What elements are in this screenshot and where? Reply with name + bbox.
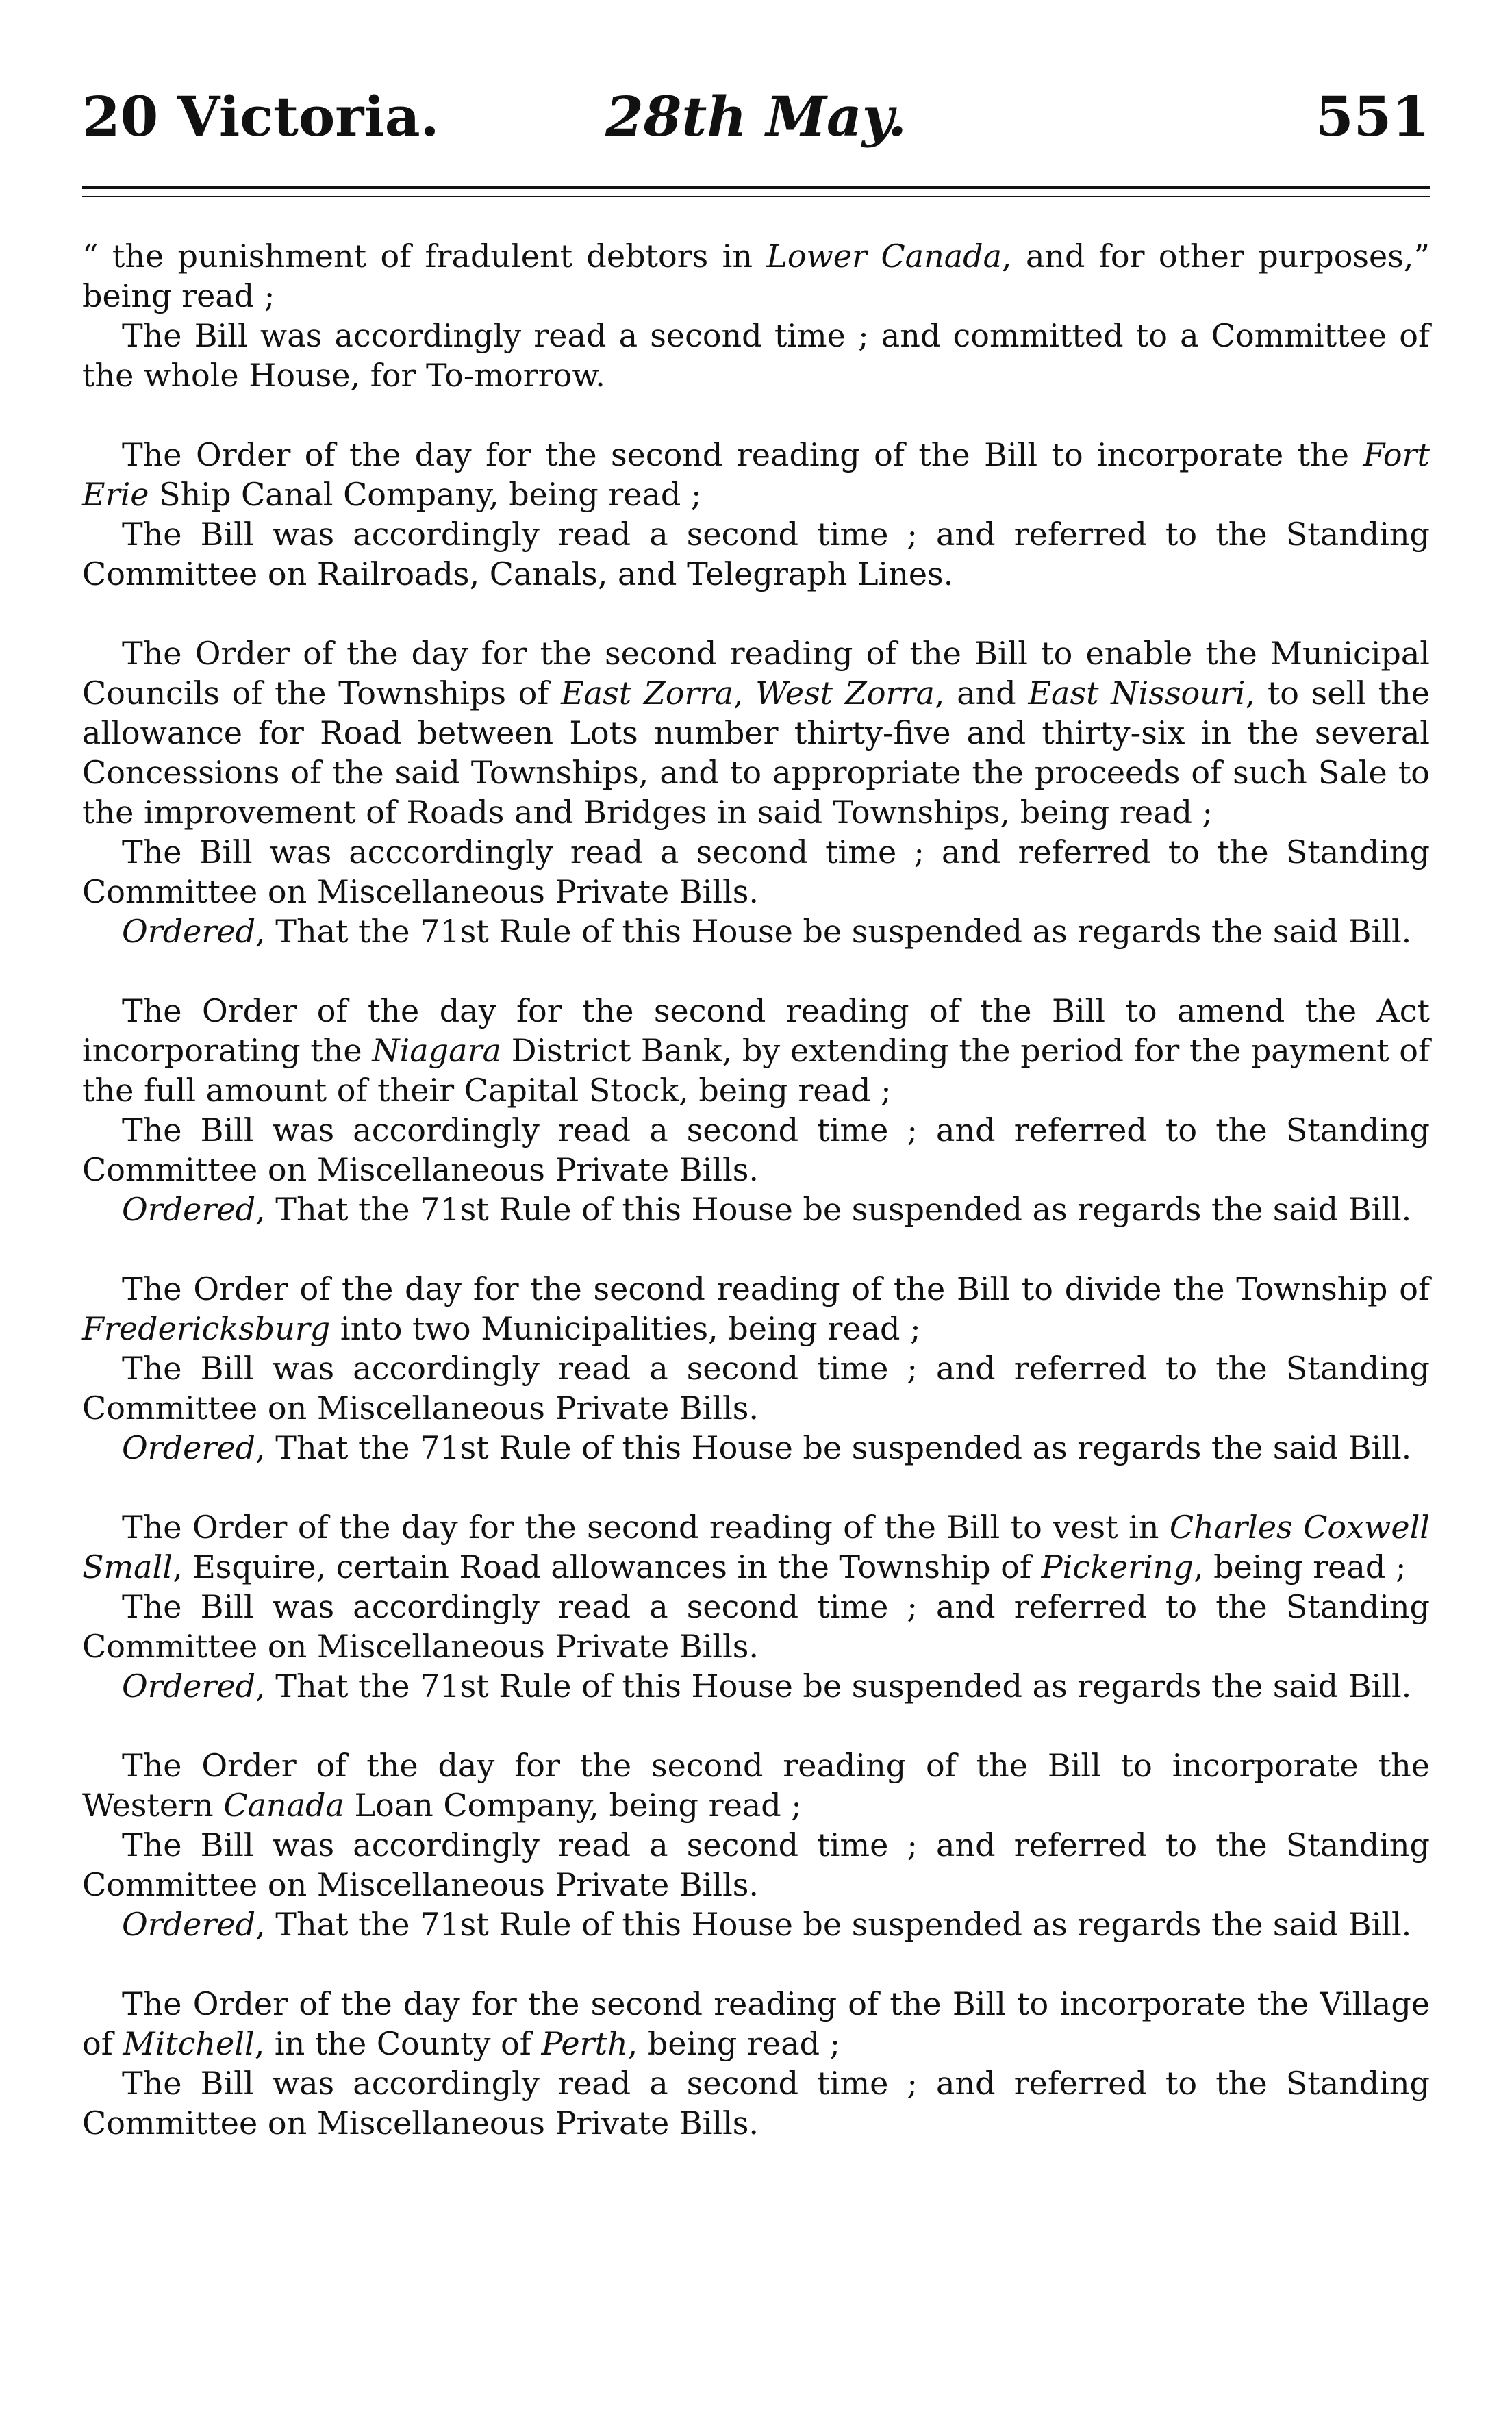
entry-5 (82, 1269, 1430, 1468)
entry-4 (82, 991, 1430, 1229)
entry-3 (82, 633, 1430, 951)
entry-paragraph: The Order of the day for the second reading of the Bill to incorporate the Western Canada Loan Company, being read ; (82, 1747, 1430, 1824)
entry-paragraph: “ the punishment of fradulent debtors in Lower Canada, and for other purposes,” being read ; (82, 238, 1430, 314)
running-header (82, 75, 1430, 158)
entry-ordered: Ordered, That the 71st Rule of this House be suspended as regards the said Bill. (122, 1906, 1412, 1943)
entry-7 (82, 1746, 1430, 1944)
entry-paragraph: The Order of the day for the second reading of the Bill to divide the Township of Fredericksburg into two Municipalities, being read ; (82, 1270, 1430, 1347)
entry-2 (82, 435, 1430, 594)
entry-1 (82, 236, 1430, 395)
entry-paragraph: The Bill was accordingly read a second time ; and referred to the Standing Committee on Miscellaneous Private Bills. (82, 2065, 1430, 2141)
entry-paragraph: The Order of the day for the second reading of the Bill to incorporate the Fort Erie Ship Canal Company, being read ; (82, 436, 1430, 513)
entry-paragraph: The Order of the day for the second reading of the Bill to vest in Charles Coxwell Small, Esquire, certain Road allowances in the Township of Pickering, being read ; (82, 1509, 1430, 1585)
entry-paragraph: The Bill was accordingly read a second time ; and referred to the Standing Committee on Miscellaneous Private Bills. (82, 1350, 1430, 1427)
entry-paragraph: The Bill was accordingly read a second time ; and referred to the Standing Committee on Miscellaneous Private Bills. (82, 1826, 1430, 1903)
entry-paragraph: The Bill was accordingly read a second time ; and committed to a Committee of the whole House, for To-morrow. (82, 317, 1430, 394)
header-rule-thick (82, 186, 1430, 189)
entry-paragraph: The Bill was accordingly read a second time ; and referred to the Standing Committee on Miscellaneous Private Bills. (82, 1111, 1430, 1188)
entry-6 (82, 1507, 1430, 1706)
entry-ordered: Ordered, That the 71st Rule of this House be suspended as regards the said Bill. (122, 1191, 1412, 1228)
entry-paragraph: The Bill was accordingly read a second time ; and referred to the Standing Committee on Miscellaneous Private Bills. (82, 1588, 1430, 1665)
entry-paragraph: The Order of the day for the second reading of the Bill to incorporate the Village of Mitchell, in the County of Perth, being read ; (82, 1985, 1430, 2062)
page-number: 551 (1315, 84, 1430, 149)
header-rule-thin (82, 196, 1430, 197)
entry-paragraph: The Order of the day for the second reading of the Bill to amend the Act incorporating the Niagara District Bank, by extending the period for the payment of the full amount of their Capital Stock, being read ; (82, 992, 1430, 1109)
entry-ordered: Ordered, That the 71st Rule of this House be suspended as regards the said Bill. (122, 1429, 1412, 1466)
entry-ordered: Ordered, That the 71st Rule of this House be suspended as regards the said Bill. (122, 913, 1412, 950)
entry-8 (82, 1984, 1430, 2143)
entry-paragraph: The Bill was acccordingly read a second time ; and referred to the Standing Committee on Miscellaneous Private Bills. (82, 833, 1430, 910)
date-title: 28th May. (605, 84, 907, 149)
entry-paragraph: The Bill was accordingly read a second time ; and referred to the Standing Committee on Railroads, Canals, and Telegraph Lines. (82, 516, 1430, 592)
entry-paragraph: The Order of the day for the second reading of the Bill to enable the Municipal Councils of the Townships of East Zorra, West Zorra, and East Nissouri, to sell the allowance for Road between Lots number thirty-five and thirty-six in the several Concessions of the said Townships, and to appropriate the proceeds of such Sale to the improvement of Roads and Bridges in said Townships, being read ; (82, 635, 1431, 831)
session-title: 20 Victoria. (82, 84, 440, 149)
journal-body (82, 236, 1430, 2183)
entry-ordered: Ordered, That the 71st Rule of this House be suspended as regards the said Bill. (122, 1668, 1412, 1705)
